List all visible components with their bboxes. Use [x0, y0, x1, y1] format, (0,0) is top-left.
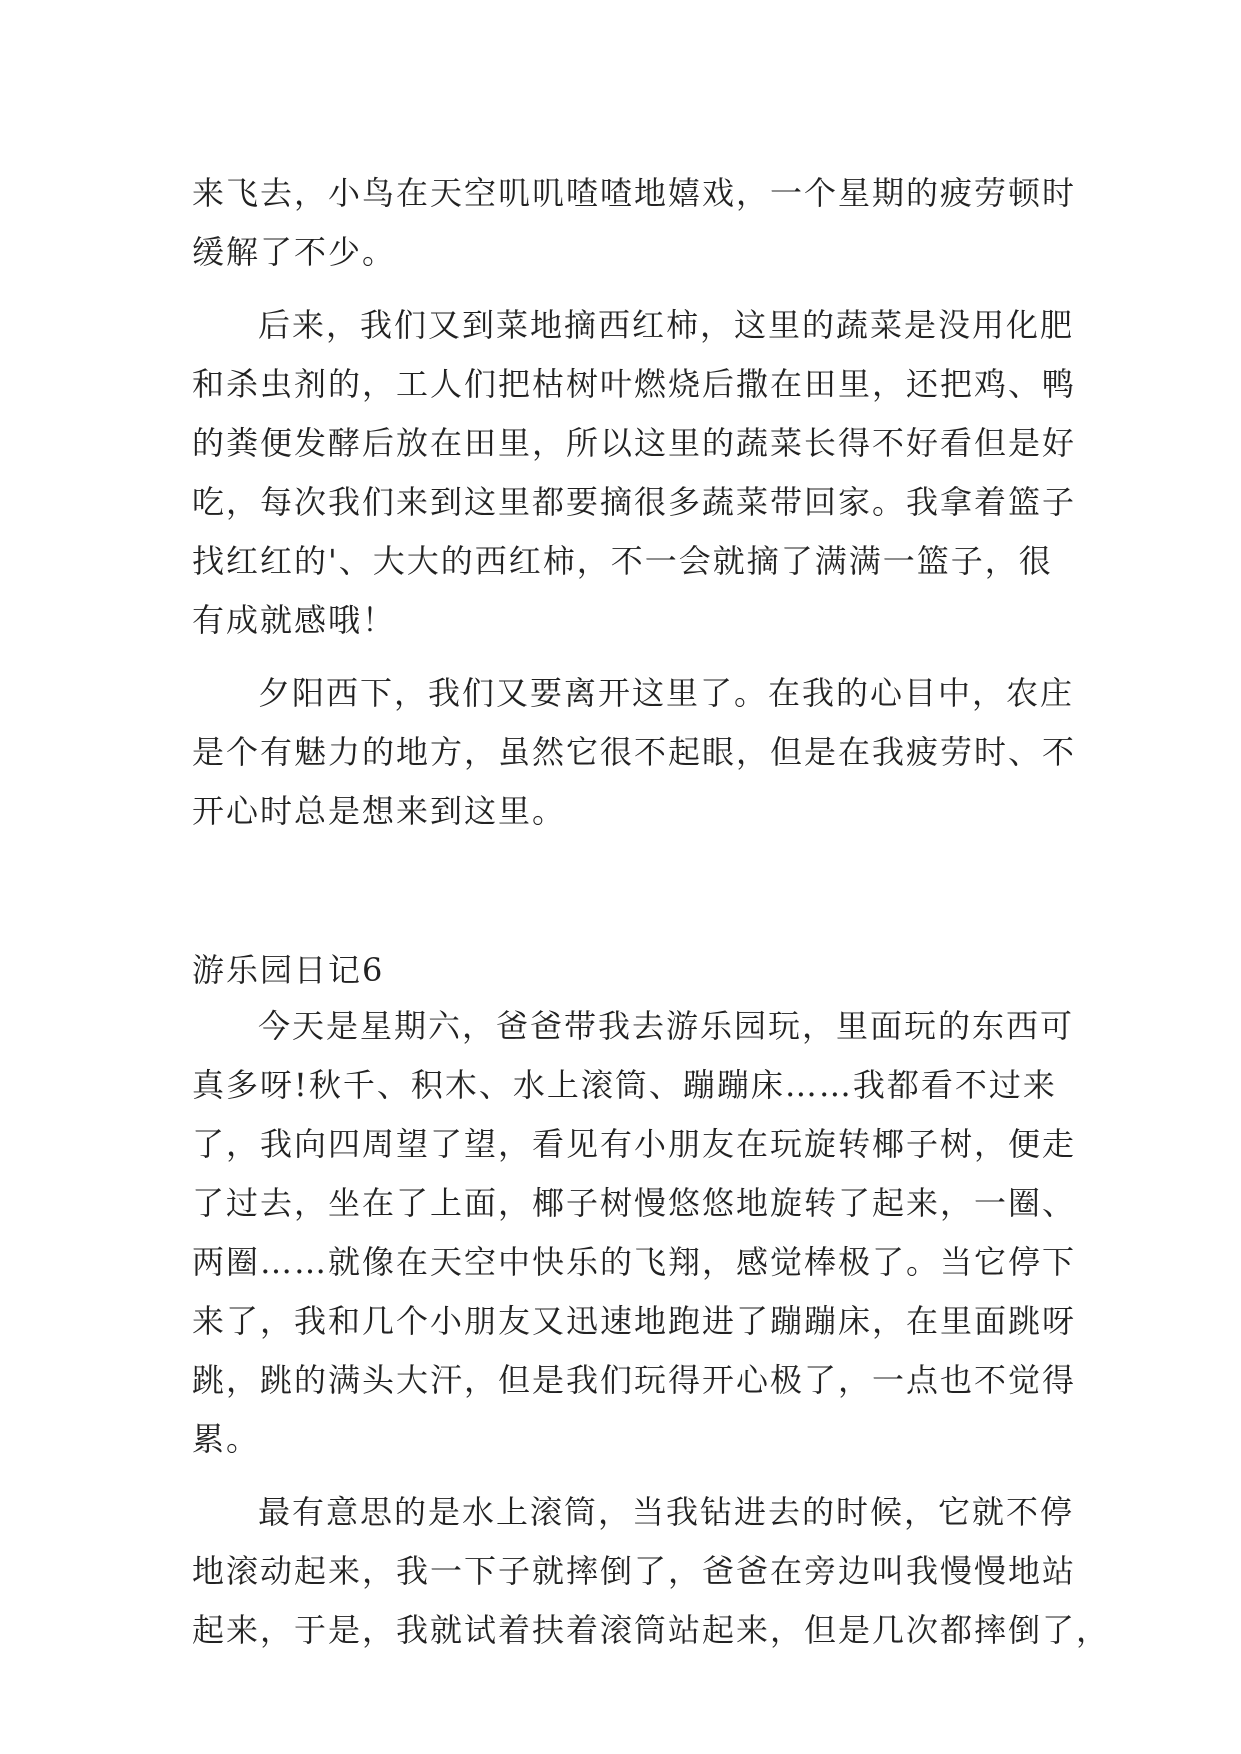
- text-line: 真多呀!秋千、积木、水上滚筒、蹦蹦床……我都看不过来: [192, 1066, 1057, 1104]
- paragraph: [192, 997, 1077, 1469]
- paragraph: [192, 164, 1077, 282]
- text-line: 今天是星期六，爸爸带我去游乐园玩，里面玩的东西可: [258, 1007, 1075, 1045]
- paragraph: [192, 1483, 1111, 1660]
- text-line: 地滚动起来，我一下子就摔倒了，爸爸在旁边叫我慢慢地站: [192, 1552, 1077, 1590]
- text-line: 后来，我们又到菜地摘西红柿，这里的蔬菜是没用化肥: [258, 306, 1075, 344]
- text-line: 找红红的'、大大的西红柿，不一会就摘了满满一篮子，很: [192, 542, 1053, 580]
- section-gap: [192, 855, 1062, 941]
- text-line: 缓解了不少。: [192, 233, 397, 271]
- text-line: 了过去，坐在了上面，椰子树慢悠悠地旋转了起来，一圈、: [192, 1184, 1077, 1222]
- text-line: 吃，每次我们来到这里都要摘很多蔬菜带回家。我拿着篮子: [192, 483, 1077, 521]
- text-line: 最有意思的是水上滚筒，当我钻进去的时候，它就不停: [258, 1493, 1075, 1531]
- text-line: 累。: [192, 1420, 261, 1458]
- text-line: 来了，我和几个小朋友又迅速地跑进了蹦蹦床，在里面跳呀: [192, 1302, 1077, 1340]
- text-line: 跳，跳的满头大汗，但是我们玩得开心极了，一点也不觉得: [192, 1361, 1077, 1399]
- text-line: 开心时总是想来到这里。: [192, 792, 567, 830]
- text-line: 是个有魅力的地方，虽然它很不起眼，但是在我疲劳时、不: [192, 733, 1077, 771]
- text-line: 起来，于是，我就试着扶着滚筒站起来，但是几次都摔倒了，: [192, 1611, 1111, 1649]
- text-line: 了，我向四周望了望，看见有小朋友在玩旋转椰子树，便走: [192, 1125, 1077, 1163]
- text-line: 的粪便发酵后放在田里，所以这里的蔬菜长得不好看但是好: [192, 424, 1077, 462]
- section-heading: 游乐园日记6: [192, 951, 385, 989]
- text-line: 两圈……就像在天空中快乐的飞翔，感觉棒极了。当它停下: [192, 1243, 1077, 1281]
- text-line: 夕阳西下，我们又要离开这里了。在我的心目中，农庄: [258, 674, 1075, 712]
- document-body: [192, 164, 1111, 1674]
- paragraph: [192, 664, 1077, 841]
- text-line: 来飞去，小鸟在天空叽叽喳喳地嬉戏，一个星期的疲劳顿时: [192, 174, 1077, 212]
- paragraph: [192, 296, 1077, 650]
- text-line: 和杀虫剂的，工人们把枯树叶燃烧后撒在田里，还把鸡、鸭: [192, 365, 1077, 403]
- text-line: 有成就感哦！: [192, 601, 397, 639]
